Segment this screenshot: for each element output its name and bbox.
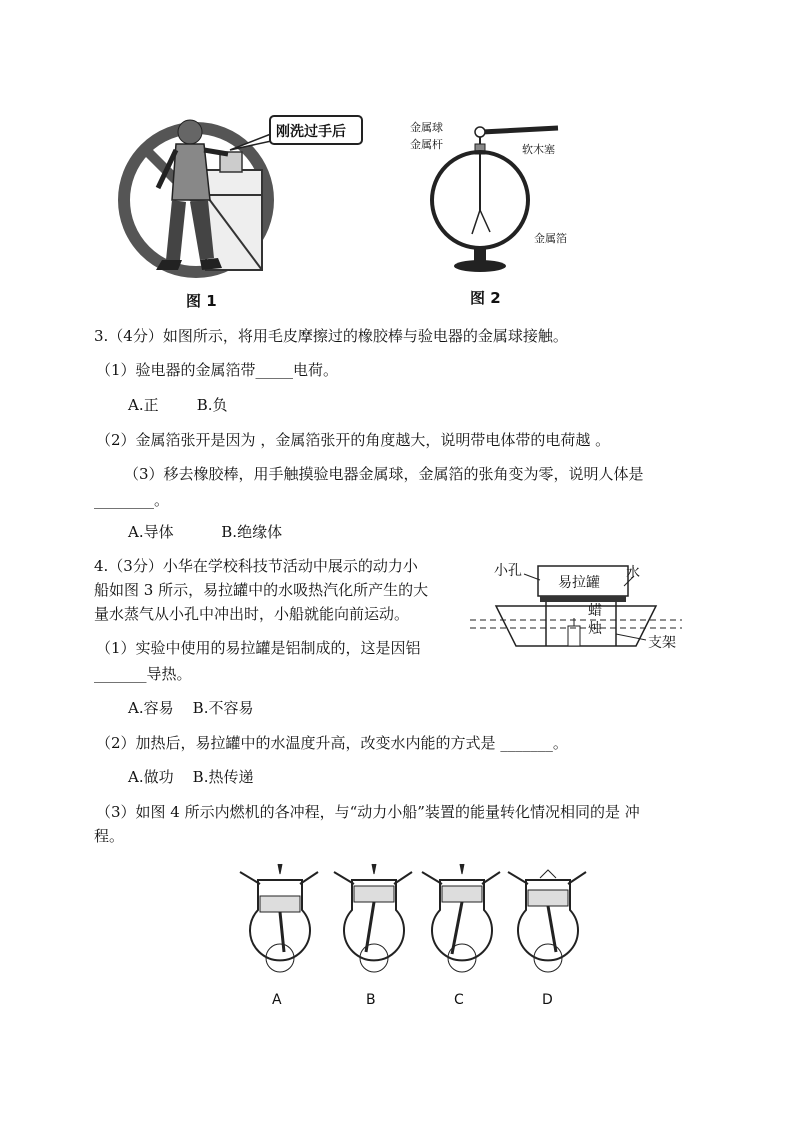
q4-part3-line2: 程。 (94, 827, 125, 845)
fig2-caption: 图 2 (470, 289, 501, 307)
engine-stroke-d (508, 870, 586, 972)
q3-part1-options: A.正 B.负 (128, 396, 228, 414)
q4-stem-line2: 船如图 3 所示，易拉罐中的水吸热汽化所产生的大 (94, 581, 429, 599)
q3-part3-options: A.导体 B.绝缘体 (128, 523, 283, 541)
engine-strokes-illustration (230, 860, 580, 990)
q3-part2: （2）金属箔张开是因为 ，金属箔张开的角度越大，说明带电体带的电荷越 。 (96, 431, 611, 449)
fig1-speech-text: 刚洗过手后 (276, 124, 346, 140)
fig3-label-candle-1: 蜡 (588, 603, 602, 619)
q4-part2: （2）加热后，易拉罐中的水温度升高，改变水内能的方式是 _______。 (96, 734, 568, 752)
fig3-label-water: 水 (626, 565, 640, 581)
fig2-label-foil: 金属箔 (534, 232, 567, 245)
fig2-label-cork: 软木塞 (522, 143, 555, 156)
fig3-label-can: 易拉罐 (558, 575, 600, 591)
figure-3 (466, 556, 686, 666)
q4-stem-line3: 量水蒸气从小孔中冲出时，小船就能向前运动。 (94, 605, 410, 623)
q4-stem-line1: 4.（3分）小华在学校科技节活动中展示的动力小 (94, 557, 418, 575)
q3-part3-line1: （3）移去橡胶棒，用手触摸验电器金属球，金属箔的张角变为零，说明人体是 (124, 465, 644, 483)
fig2-label-ball: 金属球 (410, 121, 443, 134)
q4-part1-line1: （1）实验中使用的易拉罐是铝制成的，这是因铝 (96, 639, 421, 657)
q4-part2-options: A.做功 B.热传递 (128, 768, 254, 786)
q3-stem: 3.（4分）如图所示，将用毛皮摩擦过的橡胶棒与验电器的金属球接触。 (94, 327, 568, 345)
fig4-label-a: A (272, 992, 282, 1008)
fig4-label-b: B (366, 992, 376, 1008)
fig2-label-rod: 金属杆 (410, 138, 443, 151)
fig4-label-c: C (454, 992, 464, 1008)
q3-part3-line2: ________。 (94, 491, 170, 509)
engine-stroke-c (422, 864, 500, 972)
q3-part1: （1）验电器的金属箔带_____电荷。 (96, 361, 339, 379)
q4-part1-line2: _______导热。 (94, 665, 192, 683)
fig3-label-candle-2: 烛 (588, 621, 602, 637)
engine-stroke-b (334, 864, 412, 972)
figure-1 (118, 110, 368, 310)
figure-2 (410, 112, 590, 312)
engine-stroke-a (240, 864, 318, 972)
fig1-caption: 图 1 (186, 292, 217, 310)
q4-part3-line1: （3）如图 4 所示内燃机的各冲程，与“动力小船”装置的能量转化情况相同的是 冲 (96, 803, 640, 821)
q4-part1-options: A.容易 B.不容易 (128, 699, 254, 717)
fig3-label-stand: 支架 (648, 635, 676, 651)
fig3-label-hole: 小孔 (494, 563, 522, 579)
fig4-label-d: D (542, 992, 553, 1008)
figure-4 (230, 860, 580, 1020)
